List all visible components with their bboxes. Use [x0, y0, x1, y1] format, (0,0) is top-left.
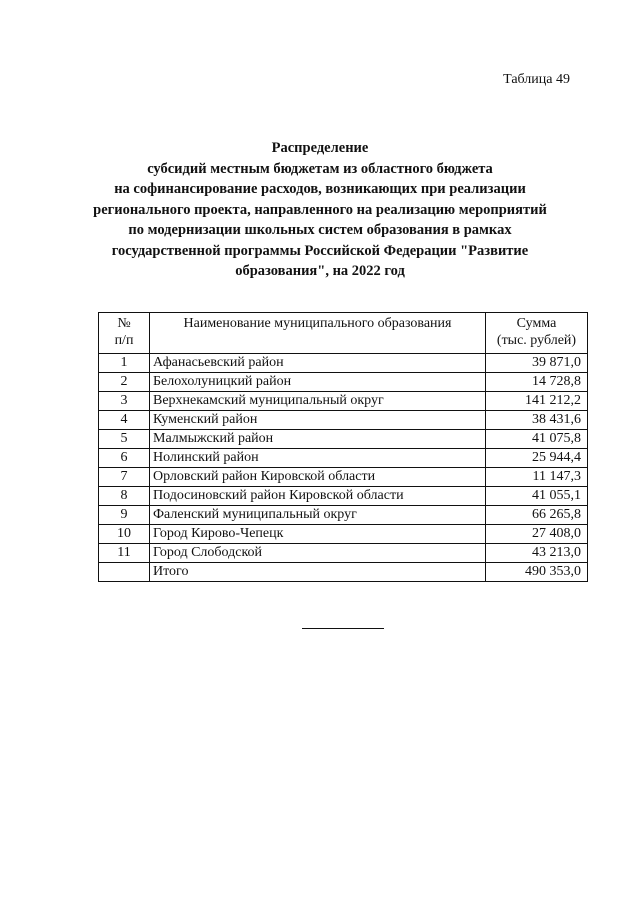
total-label: Итого: [150, 563, 486, 582]
table-row: [99, 354, 588, 373]
row-number: 3: [99, 392, 150, 411]
header-number-line1: №: [117, 316, 131, 331]
row-number: 6: [99, 449, 150, 468]
title-line: регионального проекта, направленного на реализацию мероприятий: [93, 201, 547, 218]
row-sum: 141 212,2: [486, 392, 588, 411]
title-line: на софинансирование расходов, возникающих при реализации: [114, 181, 526, 197]
header-number-line2: п/п: [114, 333, 134, 348]
row-name: Верхнекамский муниципальный округ: [150, 392, 486, 411]
row-number: 10: [99, 525, 150, 544]
row-name: Фаленский муниципальный округ: [150, 506, 486, 525]
row-number: 9: [99, 506, 150, 525]
row-sum: 11 147,3: [486, 468, 588, 487]
title-line: государственной программы Российской Федерации "Развитие: [111, 242, 529, 259]
table-row: [99, 525, 588, 544]
table-row: [99, 468, 588, 487]
row-sum: 43 213,0: [486, 544, 588, 563]
row-name: Подосиновский район Кировской области: [150, 487, 486, 506]
table-row: [99, 449, 588, 468]
row-name: Куменский район: [150, 411, 486, 430]
row-name: Город Слободской: [150, 544, 486, 563]
table-row: [99, 392, 588, 411]
title-line: образования", на 2022 год: [235, 263, 405, 279]
table-row: [99, 411, 588, 430]
header-name: Наименование муниципального образования: [150, 313, 486, 354]
row-number: 5: [99, 430, 150, 449]
footer-divider: [302, 628, 384, 629]
table-row: [99, 506, 588, 525]
row-sum: 41 055,1: [486, 487, 588, 506]
row-name: Город Кирово-Чепецк: [150, 525, 486, 544]
row-number: 4: [99, 411, 150, 430]
header-sum-line2: (тыс. рублей): [496, 333, 577, 348]
row-sum: 14 728,8: [486, 373, 588, 392]
row-number: 2: [99, 373, 150, 392]
table-row: [99, 430, 588, 449]
header-sum: [486, 313, 588, 354]
total-row: [99, 563, 588, 582]
title-line: Распределение: [271, 140, 369, 156]
total-number: [99, 563, 150, 582]
total-sum: 490 353,0: [486, 563, 588, 582]
row-sum: 27 408,0: [486, 525, 588, 544]
row-sum: 25 944,4: [486, 449, 588, 468]
subsidy-table: [98, 312, 588, 582]
row-sum: 39 871,0: [486, 354, 588, 373]
table-row: [99, 487, 588, 506]
row-name: Орловский район Кировской области: [150, 468, 486, 487]
row-number: 8: [99, 487, 150, 506]
document-title: [90, 138, 550, 282]
row-sum: 41 075,8: [486, 430, 588, 449]
row-sum: 38 431,6: [486, 411, 588, 430]
row-number: 1: [99, 354, 150, 373]
row-name: Нолинский район: [150, 449, 486, 468]
row-name: Малмыжский район: [150, 430, 486, 449]
header-number: [99, 313, 150, 354]
title-line: субсидий местным бюджетам из областного бюджета: [147, 160, 493, 177]
table-row: [99, 544, 588, 563]
table-header-row: [99, 313, 588, 354]
row-sum: 66 265,8: [486, 506, 588, 525]
row-number: 7: [99, 468, 150, 487]
row-number: 11: [99, 544, 150, 563]
title-line: по модернизации школьных систем образования в рамках: [128, 222, 512, 238]
header-sum-line1: Сумма: [516, 316, 557, 331]
table-number: Таблица 49: [503, 72, 570, 87]
table-row: [99, 373, 588, 392]
row-name: Афанасьевский район: [150, 354, 486, 373]
row-name: Белохолуницкий район: [150, 373, 486, 392]
